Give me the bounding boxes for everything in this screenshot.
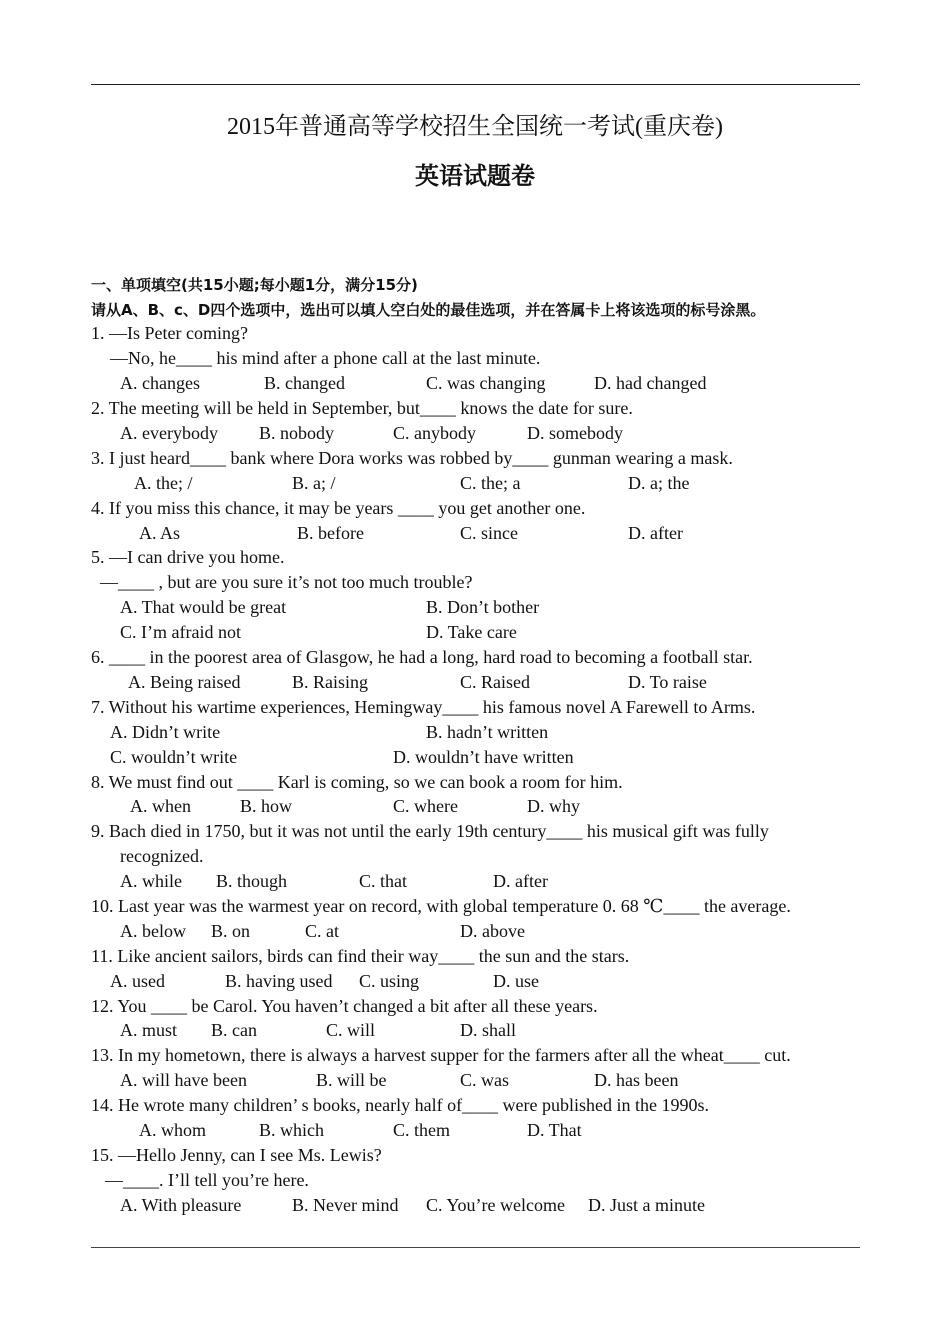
question-8-option-a: A. when bbox=[130, 796, 191, 816]
question-1-option-c: C. was changing bbox=[426, 373, 546, 393]
question-7-option-a: A. Didn’t write bbox=[110, 722, 221, 742]
question-10-option-b: B. on bbox=[211, 921, 251, 941]
question-14-option-c: C. them bbox=[393, 1120, 450, 1140]
question-3-option-c: C. the; a bbox=[460, 473, 521, 493]
question-10-option-c: C. at bbox=[305, 921, 339, 941]
question-15-option-d: D. Just a minute bbox=[588, 1195, 705, 1215]
question-1-option-a: A. changes bbox=[120, 373, 200, 393]
question-7-option-c: C. wouldn’t write bbox=[110, 747, 238, 767]
exam-subtitle: 英语试题卷 bbox=[415, 162, 535, 190]
question-12-option-d: D. shall bbox=[460, 1020, 516, 1040]
question-2-option-d: D. somebody bbox=[527, 423, 623, 443]
question-6-option-a: A. Being raised bbox=[128, 672, 241, 692]
question-9-option-a: A. while bbox=[120, 871, 182, 891]
question-9-stem-continued: recognized. bbox=[120, 846, 204, 866]
question-15-option-b: B. Never mind bbox=[292, 1195, 399, 1215]
question-10-option-a: A. below bbox=[120, 921, 186, 941]
question-12-option-a: A. must bbox=[120, 1020, 178, 1040]
question-13-stem: 13. In my hometown, there is always a harvest supper for the farmers after all the wheat____ cut. bbox=[91, 1045, 791, 1065]
question-2-option-b: B. nobody bbox=[259, 423, 335, 443]
top-rule bbox=[91, 84, 860, 85]
question-11-option-a: A. used bbox=[110, 971, 165, 991]
question-13-option-c: C. was bbox=[460, 1070, 509, 1090]
question-11-option-b: B. having used bbox=[225, 971, 333, 991]
question-3-stem: 3. I just heard____ bank where Dora works was robbed by____ gunman wearing a mask. bbox=[91, 448, 733, 468]
question-8-option-c: C. where bbox=[393, 796, 458, 816]
question-7-option-b: B. hadn’t written bbox=[426, 722, 549, 742]
question-5-stem: 5. —I can drive you home. bbox=[91, 547, 285, 567]
question-9-stem: 9. Bach died in 1750, but it was not until the early 19th century____ his musical gift was fully bbox=[91, 821, 769, 841]
question-7-option-d: D. wouldn’t have written bbox=[393, 747, 574, 767]
question-5-option-c: C. I’m afraid not bbox=[120, 622, 241, 642]
question-6-option-c: C. Raised bbox=[460, 672, 530, 692]
question-12-stem: 12. You ____ be Carol. You haven’t changed a bit after all these years. bbox=[91, 996, 598, 1016]
question-13-option-a: A. will have been bbox=[120, 1070, 247, 1090]
section-instruction: 请从A、B、c、D四个选项中，选出可以填人空白处的最佳选项，并在答属卡上将该选项的标号涂黑。 bbox=[91, 301, 766, 319]
question-8-stem: 8. We must find out ____ Karl is coming, so we can book a room for him. bbox=[91, 772, 623, 792]
question-10-stem: 10. Last year was the warmest year on record, with global temperature 0. 68 ℃____ the average. bbox=[91, 896, 791, 916]
question-5-stem-reply: —____ , but are you sure it’s not too much trouble? bbox=[100, 572, 473, 592]
section-heading: 一、单项填空(共15小题;每小题1分，满分15分) bbox=[91, 276, 418, 294]
question-5-option-a: A. That would be great bbox=[120, 597, 287, 617]
bottom-rule bbox=[91, 1247, 860, 1248]
question-3-option-d: D. a; the bbox=[628, 473, 690, 493]
question-12-option-c: C. will bbox=[326, 1020, 376, 1040]
question-15-option-c: C. You’re welcome bbox=[426, 1195, 565, 1215]
question-3-option-b: B. a; / bbox=[292, 473, 336, 493]
question-4-option-c: C. since bbox=[460, 523, 518, 543]
question-4-stem: 4. If you miss this chance, it may be years ____ you get another one. bbox=[91, 498, 586, 518]
question-8-option-d: D. why bbox=[527, 796, 580, 816]
question-11-stem: 11. Like ancient sailors, birds can find their way____ the sun and the stars. bbox=[91, 946, 630, 966]
question-15-stem-reply: —____. I’ll tell you’re here. bbox=[105, 1170, 309, 1190]
question-13-option-b: B. will be bbox=[316, 1070, 387, 1090]
question-1-option-d: D. had changed bbox=[594, 373, 707, 393]
question-4-option-b: B. before bbox=[297, 523, 364, 543]
question-3-option-a: A. the; / bbox=[134, 473, 193, 493]
question-15-option-a: A. With pleasure bbox=[120, 1195, 242, 1215]
question-14-stem: 14. He wrote many children’ s books, nearly half of____ were published in the 1990s. bbox=[91, 1095, 710, 1115]
question-2-stem: 2. The meeting will be held in September, but____ knows the date for sure. bbox=[91, 398, 633, 418]
question-2-option-a: A. everybody bbox=[120, 423, 218, 443]
question-1-option-b: B. changed bbox=[264, 373, 345, 393]
question-15-stem: 15. —Hello Jenny, can I see Ms. Lewis? bbox=[91, 1145, 382, 1165]
question-1-stem-reply: —No, he____ his mind after a phone call at the last minute. bbox=[110, 348, 541, 368]
question-4-option-a: A. As bbox=[139, 523, 181, 543]
question-11-option-d: D. use bbox=[493, 971, 539, 991]
question-7-stem: 7. Without his wartime experiences, Hemingway____ his famous novel A Farewell to Arms. bbox=[91, 697, 756, 717]
question-13-option-d: D. has been bbox=[594, 1070, 679, 1090]
question-4-option-d: D. after bbox=[628, 523, 683, 543]
question-6-option-b: B. Raising bbox=[292, 672, 369, 692]
question-10-option-d: D. above bbox=[460, 921, 525, 941]
exam-title: 2015年普通高等学校招生全国统一考试(重庆卷) bbox=[227, 114, 723, 140]
question-9-option-c: C. that bbox=[359, 871, 407, 891]
question-14-option-a: A. whom bbox=[139, 1120, 206, 1140]
question-6-stem: 6. ____ in the poorest area of Glasgow, he had a long, hard road to becoming a football star. bbox=[91, 647, 753, 667]
question-1-stem: 1. —Is Peter coming? bbox=[91, 323, 248, 343]
question-2-option-c: C. anybody bbox=[393, 423, 476, 443]
question-5-option-b: B. Don’t bother bbox=[426, 597, 540, 617]
question-8-option-b: B. how bbox=[240, 796, 293, 816]
question-11-option-c: C. using bbox=[359, 971, 420, 991]
question-14-option-b: B. which bbox=[259, 1120, 324, 1140]
question-12-option-b: B. can bbox=[211, 1020, 257, 1040]
question-6-option-d: D. To raise bbox=[628, 672, 707, 692]
question-14-option-d: D. That bbox=[527, 1120, 582, 1140]
question-9-option-b: B. though bbox=[216, 871, 288, 891]
question-5-option-d: D. Take care bbox=[426, 622, 517, 642]
question-9-option-d: D. after bbox=[493, 871, 548, 891]
